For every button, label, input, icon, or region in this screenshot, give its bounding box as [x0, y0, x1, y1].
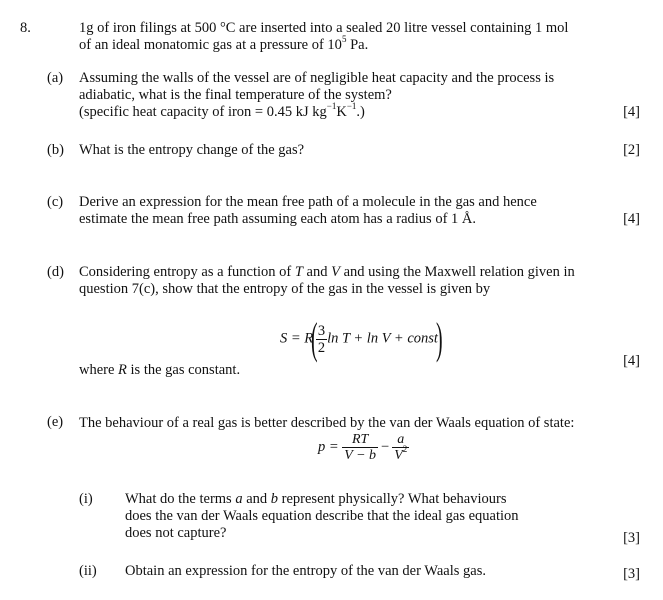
part-c-line-1: Derive an expression for the mean free path of a molecule in the gas and hence [79, 194, 537, 210]
part-e-i-line-3: does not capture? [125, 525, 227, 541]
fraction-numerator: 3 [317, 322, 326, 339]
part-d-label: (d) [47, 264, 64, 280]
part-b-marks: [2] [623, 142, 640, 158]
entropy-equation [280, 314, 443, 363]
part-b-label: (b) [47, 142, 64, 158]
vdw-den-2-exp: 2 [402, 444, 408, 455]
part-c-text [79, 194, 537, 228]
question-number: 8. [20, 20, 31, 36]
fraction-denominator: 2 [317, 339, 326, 356]
part-e-line-1: The behaviour of a real gas is better described by the van der Waals equation of state: [79, 415, 575, 431]
van-der-waals-equation [318, 432, 409, 463]
part-e-ii-marks: [3] [623, 566, 640, 582]
vdw-den-2-base: V [394, 448, 403, 463]
part-e-ii-line-1: Obtain an expression for the entropy of the van der Waals gas. [125, 563, 486, 579]
intro-line-1: 1g of iron filings at 500 °C are inserted into a sealed 20 litre vessel containing 1 mol [79, 20, 569, 36]
vdw-num-2: a [392, 432, 409, 448]
part-d-marks: [4] [623, 353, 640, 369]
var-b: b [270, 491, 279, 507]
vdw-fraction-1 [342, 432, 378, 463]
intro-line-2-unit: Pa. [346, 37, 369, 53]
part-d-text [79, 264, 575, 298]
part-d-line-2: question 7(c), show that the entropy of the gas in the vessel is given by [79, 281, 491, 297]
var-t: T [294, 264, 303, 280]
part-a-marks: [4] [623, 104, 640, 120]
vdw-num-1: RT [342, 432, 378, 448]
vdw-lhs: p = [318, 439, 339, 455]
part-b-line-1: What is the entropy change of the gas? [79, 142, 305, 158]
intro-line-2-text: of an ideal monatomic gas at a pressure of 10 [79, 37, 342, 53]
vdw-fraction-2 [392, 432, 409, 463]
part-d-line-1-a: Considering entropy as a function of [79, 264, 295, 280]
var-a: a [235, 491, 243, 507]
vdw-den-1: V − b [344, 448, 377, 463]
part-e-i-line-1-c: represent physically? What behaviours [278, 491, 507, 507]
part-c-marks: [4] [623, 211, 640, 227]
part-a-exp-2: −1 [346, 101, 357, 112]
part-e-i-text [125, 491, 519, 542]
part-d-line-1-c: and using the Maxwell relation given in [339, 264, 575, 280]
part-e-ii-label: (ii) [79, 563, 97, 579]
left-paren: ( [311, 314, 318, 363]
vdw-den-2 [392, 444, 409, 463]
where-text-1: where [79, 362, 119, 378]
part-a-label: (a) [47, 70, 64, 86]
part-a-line-2: adiabatic, what is the final temperature of the system? [79, 87, 392, 103]
part-d-line-1 [79, 264, 575, 281]
part-d-line-1-b: and [302, 264, 332, 280]
right-paren: ) [435, 314, 443, 363]
intro-line-2 [79, 34, 568, 54]
pressure-exponent: 5 [341, 34, 347, 45]
part-a-line-3 [79, 101, 554, 121]
entropy-eq-rest: ln T + ln V + const [327, 330, 438, 347]
entropy-eq-lhs: S = R [280, 330, 314, 347]
part-e-i-marks: [3] [623, 530, 640, 546]
part-e-i-line-1 [125, 491, 519, 508]
part-e-i-line-1-b: and [242, 491, 271, 507]
part-e-i-line-2: does the van der Waals equation describe that the ideal gas equation [125, 508, 519, 524]
part-c-label: (c) [47, 194, 64, 210]
part-c-line-2: estimate the mean free path assuming each atom has a radius of 1 Å. [79, 211, 477, 227]
vdw-minus: − [381, 439, 390, 455]
var-r: R [118, 362, 127, 378]
part-e-i-line-1-a: What do the terms [125, 491, 236, 507]
part-a-line-3-text: (specific heat capacity of iron = 0.45 kJ kg [79, 104, 327, 120]
part-a-text [79, 70, 554, 121]
part-d-where [79, 362, 240, 379]
part-a-line-1: Assuming the walls of the vessel are of negligible heat capacity and the process is [79, 70, 555, 86]
part-e-label: (e) [47, 414, 64, 430]
part-e-i-label: (i) [79, 491, 93, 507]
part-a-unit-k: K [336, 104, 347, 120]
part-a-exp-1: −1 [326, 101, 337, 112]
var-v: V [331, 264, 340, 280]
where-text-2: is the gas constant. [126, 362, 241, 378]
part-a-line-3-end: .) [356, 104, 365, 120]
question-intro [79, 20, 568, 54]
